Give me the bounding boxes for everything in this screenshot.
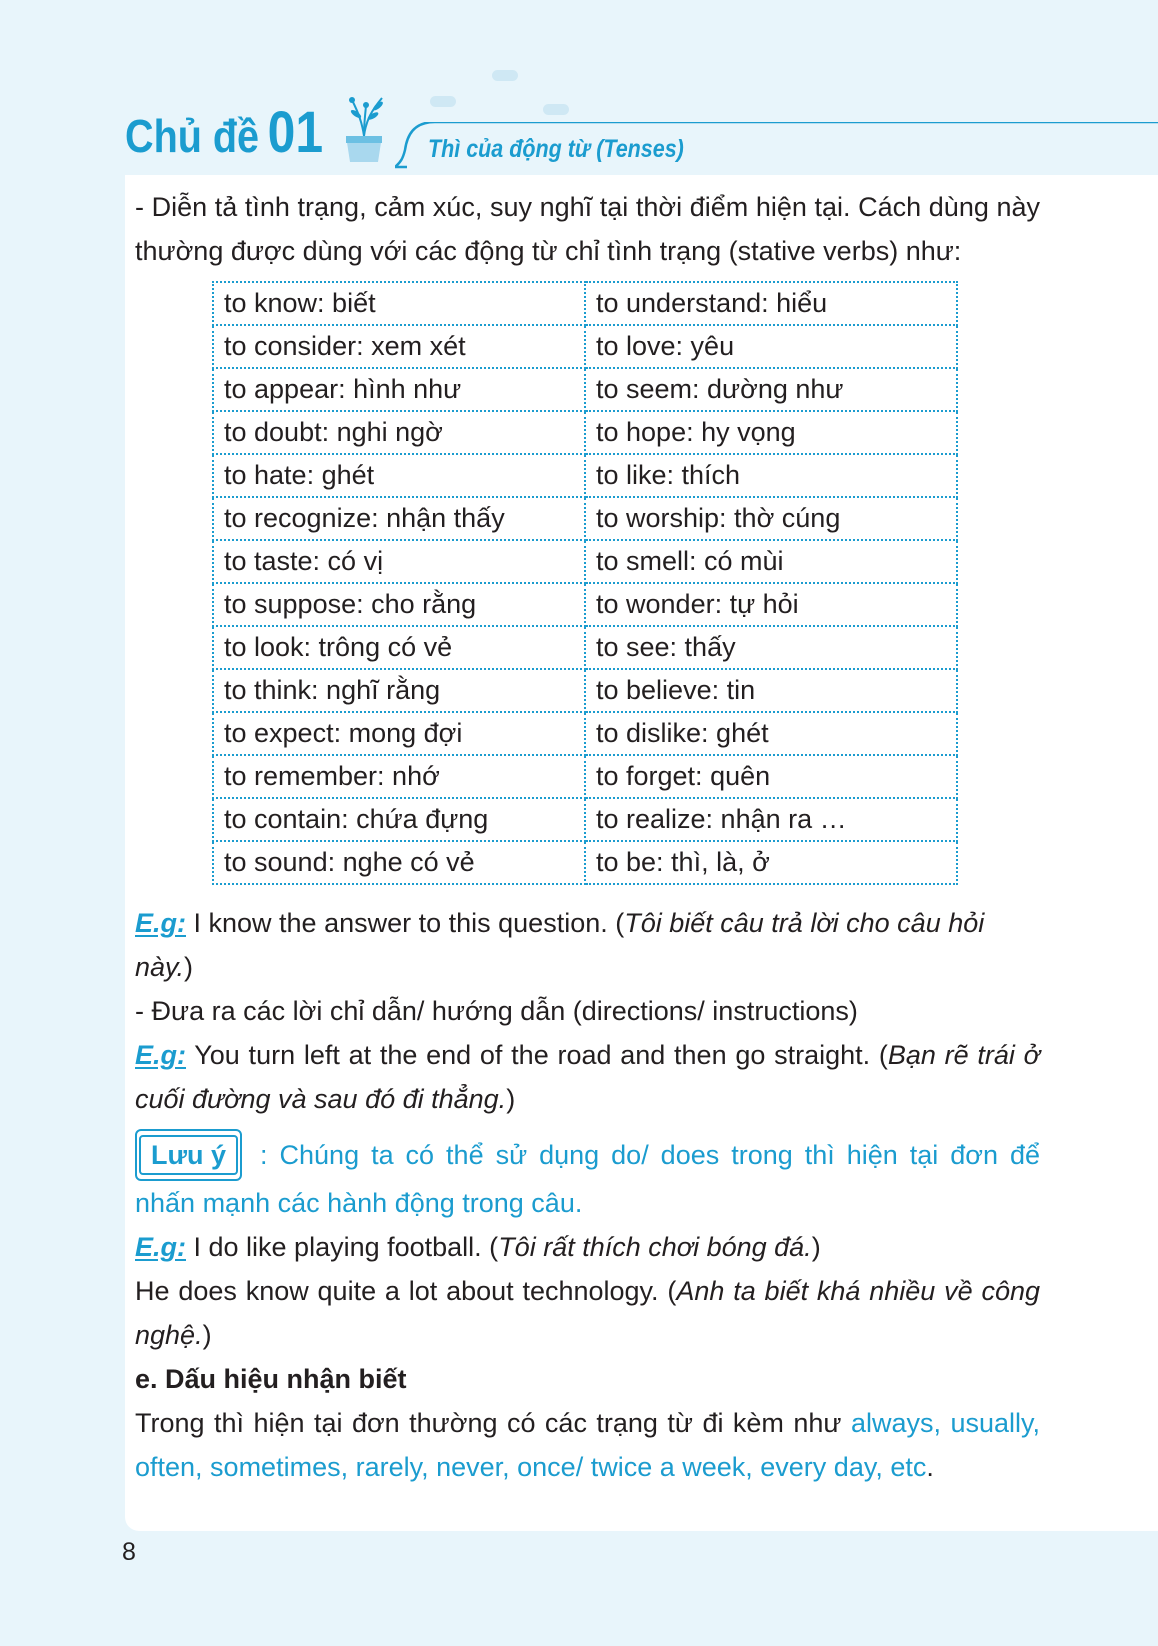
example-translation: Bạn rẽ trái ở cuối đường và sau đó đi thẳng. — [135, 1040, 1040, 1114]
table-cell: to know: biết — [213, 282, 585, 325]
table-row — [213, 798, 957, 841]
paren-close: ) — [811, 1232, 821, 1262]
main-content — [135, 185, 1040, 1489]
example-translation: Tôi rất thích chơi bóng đá. — [498, 1232, 812, 1262]
table-cell: to taste: có vị — [213, 540, 585, 583]
table-cell: to think: nghĩ rằng — [213, 669, 585, 712]
table-cell: to be: thì, là, ở — [585, 841, 957, 884]
example-2 — [135, 1033, 1040, 1121]
paren-close: ) — [184, 952, 194, 982]
table-cell: to realize: nhận ra … — [585, 798, 957, 841]
table-row — [213, 712, 957, 755]
section-heading: e. Dấu hiệu nhận biết — [135, 1364, 407, 1394]
table-row — [213, 497, 957, 540]
signals-adverbs: always, usually, often, sometimes, rarely, never, once/ twice a week, every day, etc — [135, 1408, 1041, 1482]
table-cell: to doubt: nghi ngờ — [213, 411, 585, 454]
signals-end: . — [926, 1452, 934, 1482]
table-cell: to smell: có mùi — [585, 540, 957, 583]
page-number: 8 — [122, 1538, 136, 1566]
paren-close: ) — [202, 1320, 212, 1350]
example-3 — [135, 1225, 1040, 1269]
eg-label: E.g: — [135, 908, 186, 938]
note-badge — [135, 1129, 242, 1181]
table-cell: to hate: ghét — [213, 454, 585, 497]
example-translation: Anh ta biết khá nhiều về công nghệ. — [135, 1276, 1041, 1350]
paren-close: ) — [506, 1084, 516, 1114]
table-row — [213, 454, 957, 497]
table-cell: to understand: hiểu — [585, 282, 957, 325]
eg-label: E.g: — [135, 1232, 186, 1262]
note-label: Lưu ý — [139, 1135, 238, 1175]
table-cell: to wonder: tự hỏi — [585, 583, 957, 626]
example-english: I do like playing football. ( — [186, 1232, 499, 1262]
table-cell: to suppose: cho rằng — [213, 583, 585, 626]
table-cell: to seem: dường như — [585, 368, 957, 411]
table-cell: to recognize: nhận thấy — [213, 497, 585, 540]
table-cell: to believe: tin — [585, 669, 957, 712]
table-cell: to expect: mong đợi — [213, 712, 585, 755]
table-cell: to look: trông có vẻ — [213, 626, 585, 669]
plant-pot-icon — [338, 92, 390, 166]
example-english: He does know quite a lot about technology. ( — [135, 1276, 677, 1306]
intro-paragraph: - Diễn tả tình trạng, cảm xúc, suy nghĩ tại thời điểm hiện tại. Cách dùng này thường được dùng với các động từ chỉ tình trạng (stative verbs) như: — [135, 192, 1040, 266]
table-row — [213, 669, 957, 712]
signals-lead: Trong thì hiện tại đơn thường có các trạng từ đi kèm như — [135, 1408, 851, 1438]
table-cell: to hope: hy vọng — [585, 411, 957, 454]
table-cell: to remember: nhớ — [213, 755, 585, 798]
table-cell: to sound: nghe có vẻ — [213, 841, 585, 884]
table-row — [213, 325, 957, 368]
table-cell: to see: thấy — [585, 626, 957, 669]
directions-line: - Đưa ra các lời chỉ dẫn/ hướng dẫn (directions/ instructions) — [135, 996, 858, 1026]
eg-label: E.g: — [135, 1040, 186, 1070]
decorative-dash — [430, 96, 456, 107]
table-row — [213, 626, 957, 669]
table-cell: to appear: hình như — [213, 368, 585, 411]
topic-label — [125, 100, 324, 165]
table-cell: to contain: chứa đựng — [213, 798, 585, 841]
note-paragraph — [135, 1129, 1040, 1225]
example-translation: Tôi biết câu trả lời cho câu hỏi này. — [135, 908, 985, 982]
decorative-dash — [492, 70, 518, 81]
example-english: You turn left at the end of the road and then go straight. ( — [186, 1040, 888, 1070]
chapter-subtitle: Thì của động từ (Tenses) — [428, 135, 684, 163]
example-english: I know the answer to this question. ( — [186, 908, 625, 938]
table-cell: to forget: quên — [585, 755, 957, 798]
table-cell: to consider: xem xét — [213, 325, 585, 368]
topic-word: Chủ đề — [125, 110, 260, 162]
example-4 — [135, 1269, 1040, 1357]
table-row — [213, 411, 957, 454]
stative-verbs-table — [212, 281, 958, 885]
table-row — [213, 282, 957, 325]
table-row — [213, 755, 957, 798]
topic-number: 01 — [267, 100, 324, 165]
signals-paragraph — [135, 1401, 1040, 1489]
table-row — [213, 841, 957, 884]
table-cell: to like: thích — [585, 454, 957, 497]
table-row — [213, 583, 957, 626]
table-cell: to love: yêu — [585, 325, 957, 368]
example-1 — [135, 901, 1040, 989]
decorative-dash — [543, 104, 569, 115]
table-row — [213, 540, 957, 583]
table-cell: to worship: thờ cúng — [585, 497, 957, 540]
table-row — [213, 368, 957, 411]
note-text: : Chúng ta có thể sử dụng do/ does trong thì hiện tại đơn để nhấn mạnh các hành động trong câu. — [135, 1140, 1040, 1218]
table-cell: to dislike: ghét — [585, 712, 957, 755]
